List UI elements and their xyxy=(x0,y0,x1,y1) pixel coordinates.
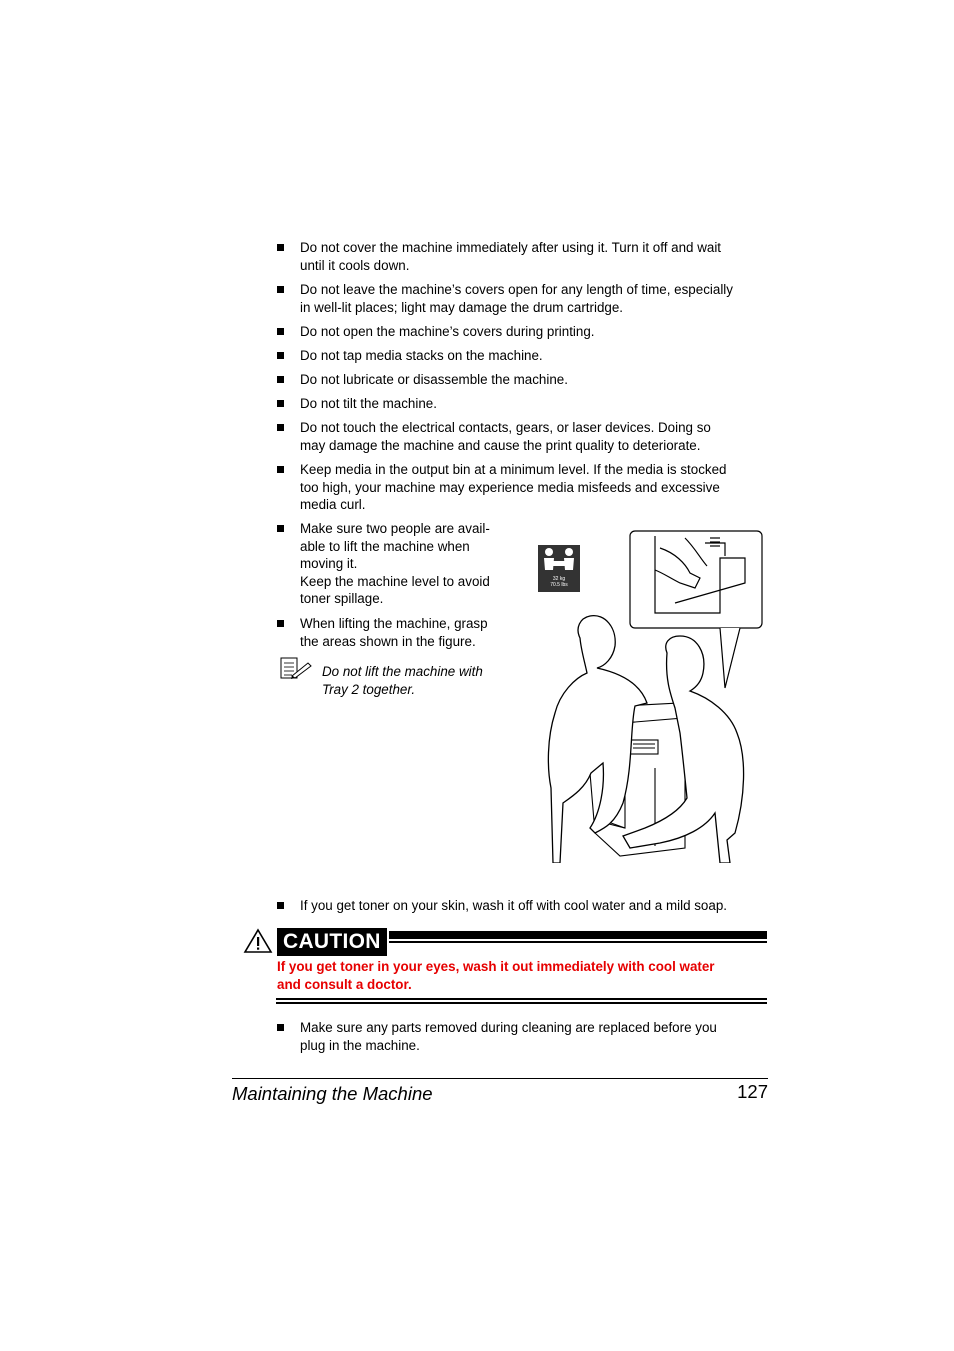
bullet-line: Make sure two people are avail- xyxy=(300,521,490,536)
bullet-square-icon xyxy=(277,1024,284,1031)
bullet-line: Do not cover the machine immediately after using it. Turn it off and wait xyxy=(300,240,722,255)
bullet-line: If you get toner on your skin, wash it off with cool water and a mild soap. xyxy=(300,898,727,913)
bullet-square-icon xyxy=(277,376,284,383)
bullet-line: Do not lubricate or disassemble the machine. xyxy=(300,372,568,387)
note-pencil-icon xyxy=(280,657,312,679)
bullet-square-icon xyxy=(277,328,284,335)
caution-end-rule xyxy=(276,998,767,1000)
page-number: 127 xyxy=(737,1081,768,1102)
caution-bar-thin xyxy=(389,941,767,943)
bullet-line: able to lift the machine when xyxy=(300,538,470,554)
note-line: Do not lift the machine with xyxy=(322,664,483,679)
bullet-line: Do not open the machine’s covers during printing. xyxy=(300,324,595,339)
weight-lbs-label: 70.5 lbs xyxy=(550,582,568,588)
bullet-line: Make sure any parts removed during cleaning are replaced before you xyxy=(300,1020,717,1035)
caution-bar xyxy=(389,931,767,939)
bullet-square-icon xyxy=(277,620,284,627)
bullet-line: Keep media in the output bin at a minimum level. If the media is stocked xyxy=(300,462,727,477)
bullet-line: toner spillage. xyxy=(300,591,384,607)
bullet-square-icon xyxy=(277,902,284,909)
bullet-line: the areas shown in the figure. xyxy=(300,633,476,649)
caution-line: If you get toner in your eyes, wash it out immediately with cool water xyxy=(277,959,715,974)
bullet-line: Do not leave the machine’s covers open for any length of time, especially xyxy=(300,282,733,297)
lifting-illustration xyxy=(535,528,767,863)
bullet-line: media curl. xyxy=(300,497,366,513)
bullet-square-icon xyxy=(277,352,284,359)
caution-end-rule xyxy=(276,1002,767,1004)
bullet-square-icon xyxy=(277,400,284,407)
bullet-line: Keep the machine level to avoid xyxy=(300,573,490,589)
bullet-line: in well-lit places; light may damage the drum cartridge. xyxy=(300,299,624,315)
bullet-line: may damage the machine and cause the print quality to deteriorate. xyxy=(300,437,701,453)
caution-text xyxy=(277,958,715,994)
note-text xyxy=(322,663,483,699)
bullet-square-icon xyxy=(277,424,284,431)
note-line: Tray 2 together. xyxy=(322,682,416,697)
caution-line: and consult a doctor. xyxy=(277,977,412,992)
bullet-square-icon xyxy=(277,525,284,532)
bullet-square-icon xyxy=(277,244,284,251)
two-person-lift-icon xyxy=(538,545,580,592)
footer-section-title: Maintaining the Machine xyxy=(232,1083,433,1104)
bullet-line: moving it. xyxy=(300,556,358,572)
bullet-line: too high, your machine may experience media misfeeds and excessive xyxy=(300,479,720,495)
weight-kg-label: 32 kg xyxy=(552,576,566,582)
bullet-line: Do not tap media stacks on the machine. xyxy=(300,348,543,363)
bullet-line: Do not tilt the machine. xyxy=(300,396,437,411)
bullet-square-icon xyxy=(277,286,284,293)
caution-label: CAUTION xyxy=(277,928,387,956)
warning-triangle-icon xyxy=(243,928,273,954)
bullet-line: When lifting the machine, grasp xyxy=(300,616,488,631)
bullet-line: plug in the machine. xyxy=(300,1037,420,1053)
bullet-line: Do not touch the electrical contacts, gears, or laser devices. Doing so xyxy=(300,420,711,435)
bullet-square-icon xyxy=(277,466,284,473)
footer-rule xyxy=(232,1078,768,1079)
bullet-line: until it cools down. xyxy=(300,257,410,273)
